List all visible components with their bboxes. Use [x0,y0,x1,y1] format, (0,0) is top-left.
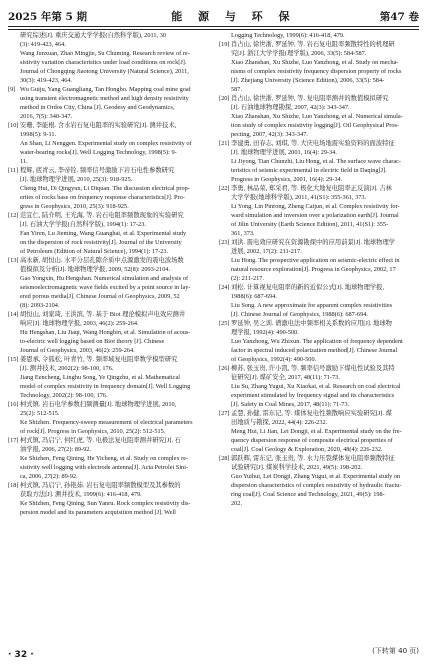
reference-line: (2): 211-217. [231,275,264,282]
reference-line: Liu Su, Zhang Yugui, Xu Xiaokai, et al. Research on coal electrical [231,383,401,390]
reference-line: sistivity well logging with electrode antenna[J]. Acta Petrolei Sini- [20,464,189,471]
reference-line: on the dispersion of rock resistivity[J]. Journal of the University [20,239,182,246]
reference-line: nisms of complex resistivity frequency dispersion property of rocks [231,68,402,75]
reference-line: Xiao Zhanshan, Xu Shizhe, Luo Yanzhong, et al. Study on mecha- [231,59,399,66]
reference-line: 柯式镇, 冯启宁, 孙艳茹. 岩石复电阻率频散模型及其参数的 [20,482,181,489]
reference-line: method in Ordos City, China [J]. Geodesy and Geodynamics, [20,104,175,111]
reference-line: 孟慧, 孙健, 雷东记, 等. 煤体复电性频散响应实验研究[J]. 煤 [231,410,392,417]
reference-line: 罗延钟, 吴之训. 谱激电法中频率相关系数的应用[J]. 地球物 [231,320,392,327]
reference-entry [219,283,419,319]
reference-entry [219,31,419,40]
reference-column-left [8,31,208,517]
reference-entry [8,211,208,256]
reference-line: 程辉, 底青云, 李帝铨. 频率信号激励下岩石电性参数研究 [20,167,175,174]
reference-line: [J]. 石油大学学报(自然科学版), 1994(1): 17-23. [20,221,146,228]
reference-line: Ke Shizhen. Frequency-sweep measurement of electrical parameters [20,419,193,426]
reference-line: 响应[J]. 地球物理学报, 2003, 46(2): 259-264. [20,320,139,327]
reference-line: persion model and its parameters acquisition method [J]. Well [20,509,176,516]
volume-label: 第47 卷 [379,11,419,23]
reference-line: 2016, 7(5): 340-347. [20,113,73,120]
reference-number: [12] [8,212,19,219]
reference-line: Wu Guiju, Yang Guangliang, Tan Hongbo. Mapping coal mine goaf [20,86,191,93]
reference-line: Logging Technology, 1999(6): 416-418, 479. [231,32,345,39]
reference-line: model of complex resistivity in frequency domain[J]. Well Logging [20,383,191,390]
reference-line: Fan Yiren, Lu Jieming, Wang Guanghai, et al. Experimental study [20,230,187,237]
reference-entry [219,454,419,508]
reference-line: Ke Shizhen, Feng Qining, Sun Yanru. Rock complex resistivity dis- [20,500,191,507]
reference-line: [J]. 石油地球物理勘探, 2007, 42(3): 343-347. [231,104,350,111]
reference-line: 587. [231,86,243,93]
reference-line: [J]. 地球物理学进展, 2001, 16(4): 29-34. [231,149,337,156]
reference-number: [18] [8,482,19,489]
reference-line: factor in spectral induced polarization method[J]. Chinese Journal [231,347,398,354]
reference-entry [8,85,208,121]
reference-entry [8,355,208,400]
reference-line: 值模拟及分析[J]. 地球物理学报, 2009, 52(8): 2093-2104. [20,266,171,273]
reference-line: 高永新, 胡恒山. 水平分层孔隙介质中点源激发的震电波场数 [20,257,184,264]
reference-line: [J]. Zhejiang University (Science Edition), 2006, 33(5): 584- [231,77,385,84]
reference-line: 田地质与勘探, 2022, 44(4): 226-232. [231,419,328,426]
reference-number: [9] [8,86,16,93]
reference-line: Li Jiyong, Tian Chunzhi, Liu Hong, et al. The surface wave charac- [231,158,402,165]
reference-line: 究[J]. 浙江大学学报(理学版), 2006, 33(5): 584-587. [231,50,367,57]
reference-entry [8,166,208,211]
reference-line: 油学报, 2006, 27(2): 89-92. [20,446,92,453]
reference-line: using transient electromagnetic method and high density resistivity [20,95,189,102]
reference-number: [25] [219,320,230,327]
reference-line: dispersion characteristics of complex resistivity of hydraulic fractu- [231,482,402,489]
reference-line: Meng Hui, Li Jian, Lei Dongji, et al. Experimental study on the fre- [231,428,402,435]
reference-line: An Shan, Li Nenggen. Experimental study on complex resistivity of [20,140,192,147]
reference-line: 1998(5): 9-11. [20,131,57,138]
reference-number: [21] [219,140,230,147]
reference-line: 李建勇, 田春志, 刘琪, 等. 大庆电场地震实验资料的面波特征 [231,140,395,147]
reference-line: Cheng Hui, Di Qingyun, Li Diquan. The discussion electrical prop- [20,185,190,192]
reference-line: gress in Geophysics, 2010, 25(3): 918-925. [20,203,129,210]
reference-line: sistivity variation characteristics under load conditions on rock[J]. [20,59,187,66]
reference-entry [8,310,208,355]
reference-line: ring coal[J]. Coal Science and Technology, 2021, 49(5): 198- [231,491,385,498]
reference-entry [8,481,208,517]
reference-line: 安珊, 李能根. 含水岩石复电阻率的实验研究[J]. 测井技术, [20,122,177,129]
header-rule [8,26,419,27]
reference-line: 姜恩承, 令狐松, 叶青竹, 等. 频率域复电阻率数学模型研究 [20,356,178,363]
reference-line: 柯式镇. 岩石电学参数扫频测量[J]. 地球物理学进展, 2010, [20,401,177,408]
reference-entry [219,238,419,283]
reference-line: 郭跃辉, 雷东记, 张玉贵, 等. 水力压裂煤体复电阻率频散特征 [231,455,395,462]
reference-line: 获取方法[J]. 测井技术, 1999(6): 416-418, 479. [20,491,142,498]
header-rule-thin [8,29,419,30]
reference-line: coal[J]. Coal Geology & Exploration, 2020, 48(4): 226-232. [231,446,383,453]
reference-number: [14] [8,311,19,318]
reference-line: 柯式镇, 冯启宁, 何红虎, 等. 电极法复电阻率测井研究[J]. 石 [20,437,181,444]
reference-line: 361, 373. [231,230,255,237]
reference-line: [J]. Safety in Coal Mines, 2017, 48(11): 71-73. [231,401,350,408]
reference-line: (3): 419-423, 464. [20,41,66,48]
reference-line: Luo Yanzhong, Wu Zhixun. The application of frequency dependent [231,338,403,345]
reference-line: 范宜仁, 陆介明, 王光海, 等. 岩石电阻率频散现象的实验研究 [20,212,184,219]
issue-label: 2025 年第 5 期 [8,11,87,23]
reference-line: 试验研究[J]. 煤炭科学技术, 2021, 49(5): 198-202. [231,464,363,471]
continued-note: (下转第 40 页) [372,647,419,655]
reference-line: 30(3): 419-423, 464. [20,77,73,84]
reference-number: [11] [8,167,19,174]
reference-entry [219,364,419,409]
reference-number: [13] [8,257,19,264]
reference-line: of Jilin University (Earth Science Edition), 2011, 41(S1): 355- [231,221,389,228]
reference-line: quency dispersion response of composite electrical properties of [231,437,393,444]
reference-line: pecting, 2007, 42(3): 343-347. [231,131,308,138]
reference-entry [219,409,419,454]
reference-number: [10] [8,122,19,129]
reference-line: [J]. Chinese Journal of Geophysics, 1988(6): 687-694. [231,311,368,318]
reference-line: 理学报, 1992(4): 490-500. [231,329,299,336]
reference-number: [19] [219,41,230,48]
journal-title: 能 源 与 环 保 [171,10,296,23]
reference-entry [8,436,208,481]
reference-line: of Petroleum (Edition of Natural Science), 1994(1): 17-23. [20,248,169,255]
reference-line: 202. [231,500,243,507]
reference-line: [J]. 地球物理学进展, 2010, 25(3): 918-925. [20,176,133,183]
reference-line: 研究综述[J]. 重庆交通大学学报(自然科学版), 2011, 30 [20,32,166,39]
reference-number: [20] [219,95,230,102]
reference-line: 25(2): 512-515. [20,410,60,417]
reference-number: [16] [8,401,19,408]
reference-line: 大学学报(地球科学版), 2011, 41(S1): 355-361, 373. [231,194,367,201]
reference-line: teristics of seismic experimental in electric field in Daqing[J]. [231,167,387,174]
reference-line: of Geophysics, 1992(4): 490-500. [231,356,317,363]
reference-line: Journal of Geophysics, 2003, 46(2): 259-264. [20,347,135,354]
reference-entry [219,40,419,94]
reference-entry [8,31,208,85]
reference-line: 柳苏, 张玉贵, 许小凯, 等. 频率信号激励下煤电性试验及其特 [231,365,395,372]
reference-line: Gao Yongxin, Hu Hengshan. Numerical simulation and analysis of [20,275,189,282]
reference-line: Guo Yuihui, Lei Dongji, Zhang Yugui, et al. Experimental study on [231,473,401,480]
reference-line: Journal of Chongqing Jiaotong University (Natural Science), 2011, [20,68,189,75]
reference-entry [219,184,419,238]
reference-column-right [219,31,419,508]
reference-line: [J]. 测井技术, 2002(2): 98-100, 176. [20,365,114,372]
page-number: · 32 · [8,650,34,660]
reference-line: natural resource exploration[J]. Progress in Geophysics, 2002, 17 [231,266,396,273]
reference-entry [8,256,208,310]
reference-line: Wang Junxuan, Zhao Mingjie, Su Chuming. Research review of re- [20,50,190,57]
reference-line: ward simulation and inversion over a polarization earth[J]. Journal [231,212,399,219]
reference-line: erties of rocks base on frequency response characteristics[J]. Pro- [20,194,185,201]
reference-line: experiment stimulated by frequency signal and its characteristics [231,392,395,399]
reference-line: Liu Hong. The prospective application on seismic-electric effect in [231,257,400,264]
reference-number: [22] [219,185,230,192]
reference-line: Technology, 2002(2): 98-100, 176. [20,392,108,399]
reference-number: [15] [8,356,19,363]
reference-line: seismoelectromagnetic wave fields excited by a point source in lay- [20,284,191,291]
reference-line: 进展, 2002, 17(2): 211-217. [231,248,302,255]
reference-entry [219,139,419,184]
reference-number: [23] [219,239,230,246]
reference-line: 李勇, 林品荣, 郑采君, 等. 极化大地复电阻率正反演[J]. 吉林 [231,185,392,192]
reference-line: 1988(6): 687-694. [231,293,277,300]
reference-line: water-bearing rocks[J]. Well Logging Technology, 1998(5): 9- [20,149,177,156]
reference-entry [8,400,208,436]
reference-line: Li Yong, Lin Pinrong, Zheng Caijun, et al. Complex resistivity for- [231,203,400,210]
reference-line: ca, 2006, 27(2): 89-92. [20,473,78,480]
reference-line: to-electric well logging based on Biot theory [J]. Chinese [20,338,165,345]
reference-line: 11. [20,158,28,165]
reference-line: Progress in Geophysics, 2001, 16(4): 29-34. [231,176,343,183]
reference-line: 刘松. 计算视复电阻率的新的近似公式[J]. 地球物理学报, [231,284,385,291]
reference-line: Xiao Zhanshan, Xu Shizhe, Luo Yanzhong, et al. Numerical simula- [231,113,403,120]
reference-number: [27] [219,410,230,417]
reference-entry [8,121,208,166]
reference-entry [219,319,419,364]
reference-line: of rock[J]. Progress in Geophysics, 2010, 25(2): 512-515. [20,428,166,435]
reference-line: Liu Song. A new approximate for apparent complex resistivities [231,302,393,309]
reference-line: Hu Hengshan, Liu Jiaqi, Wang Hongbin, et al. Simulation of acous- [20,329,191,336]
reference-number: [17] [8,437,19,444]
reference-line: 肖占山, 徐世浙, 罗延钟, 等. 岩石复电阻率频散特性的机理研 [231,41,395,48]
reference-number: [26] [219,365,230,372]
reference-line: ered porous media[J]. Chinese Journal of Geophysics, 2009, 52 [20,293,180,300]
reference-line: Jiang Eencheng, Linghu Song, Ye Qingzhu, et al. Mathematical [20,374,181,381]
reference-line: 肖占山, 徐世浙, 罗延钟, 等. 复电阻率测井的数值模拟研究 [231,95,389,102]
reference-entry [219,94,419,139]
reference-line: (8): 2093-2104. [20,302,60,309]
running-header [8,6,419,24]
reference-line: 征研究[J]. 煤矿安全, 2017, 48(11): 71-73. [231,374,340,381]
reference-line: 胡恒山, 刘家琦, 王洪滨, 等. 基于 Biot 理论模拟声电效应测井 [20,311,186,318]
reference-line: Ke Shizhen, Feng Qining, He Yicheng, et al. Study on complex re- [20,455,189,462]
reference-line: tion study of complex resistivity logging[J]. Oil Geophysical Pros- [231,122,400,129]
reference-number: [28] [219,455,230,462]
reference-number: [24] [219,284,230,291]
reference-line: 刘洪. 震电效应研究在资源勘探中的应用前景[J]. 地球物理学 [231,239,396,246]
